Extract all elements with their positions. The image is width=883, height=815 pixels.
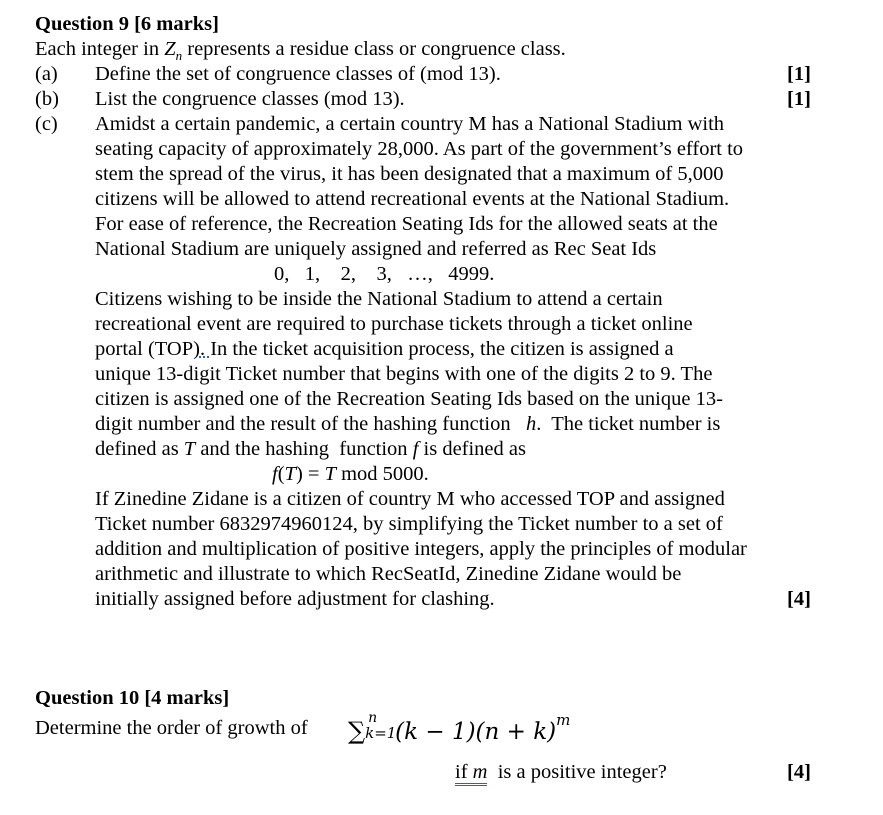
hash-h: h [525, 413, 537, 435]
def-T: T [183, 438, 196, 460]
q9c-line: Ticket number 6832974960124, by simplifying the Ticket number to a set of [95, 513, 723, 535]
cond-m: m [473, 761, 488, 786]
q9c-label: (c) [35, 113, 58, 135]
q9a-label: (a) [35, 63, 58, 85]
sum-lower: k=1 [365, 724, 397, 742]
q10-condition [455, 760, 667, 785]
q9-intro-pre: Each integer in [35, 38, 165, 60]
q9c-line: Amidst a certain pandemic, a certain country M has a National Stadium with [95, 113, 725, 135]
def-pre: defined as [95, 438, 184, 460]
def-f: f [412, 438, 419, 460]
def-post: is defined as [418, 438, 526, 460]
q10-sum-expression [348, 710, 570, 748]
q9a-text: Define the set of congruence classes of (mod 13). [95, 63, 501, 85]
sigma-symbol: ∑ [348, 717, 366, 745]
q9c-line: addition and multiplication of positive integers, apply the principles of modular [95, 538, 747, 560]
q9c-line: If Zinedine Zidane is a citizen of country M who accessed TOP and assigned [95, 488, 725, 510]
cond-post: is a positive integer? [497, 761, 667, 783]
q9c-portal-line [95, 337, 674, 362]
q9c-hash-line [95, 412, 720, 437]
q9c-line: For ease of reference, the Recreation Seating Ids for the allowed seats at the [95, 213, 718, 235]
q9c-line: initially assigned before adjustment for clashing. [95, 588, 495, 610]
q9c-line: arithmetic and illustrate to which RecSeatId, Zinedine Zidane would be [95, 563, 682, 585]
sum-exp: m [556, 711, 571, 729]
portal-pre: portal (TOP) [95, 338, 200, 360]
q9c-line: citizen is assigned one of the Recreation Seating Ids based on the unique 13- [95, 388, 723, 410]
q9-intro-z: Z [164, 38, 176, 60]
q9c-mark: [4] [787, 588, 811, 610]
sum-upper: n [368, 710, 378, 726]
hash-formula: f(T) = T mod 5000. [272, 463, 429, 485]
formula-mod: mod 5000. [335, 463, 429, 485]
q9-intro-sub: n [175, 48, 183, 64]
q9c-line: citizens will be allowed to attend recreational events at the National Stadium. [95, 188, 730, 210]
q9b-mark: [1] [787, 88, 811, 110]
q9c-line: seating capacity of approximately 28,000. As part of the government’s effort to [95, 138, 744, 160]
q9-title: Question 9 [6 marks] [35, 13, 219, 35]
q9c-line: unique 13-digit Ticket number that begins with one of the digits 2 to 9. The [95, 363, 713, 385]
q9-intro-post: represents a residue class or congruence class. [182, 38, 566, 60]
q9b-label: (b) [35, 88, 59, 110]
q10-title: Question 10 [4 marks] [35, 687, 230, 709]
q9c-def-line [95, 437, 526, 462]
def-mid: and the hashing function [195, 438, 413, 460]
q10-text: Determine the order of growth of [35, 717, 308, 739]
formula-f: f [272, 463, 278, 485]
sum-body: (k − 1)(n + k) [395, 719, 557, 745]
q9b-text: List the congruence classes (mod 13). [95, 88, 405, 110]
q9c-line: stem the spread of the virus, it has been designated that a maximum of 5,000 [95, 163, 724, 185]
formula-T1: T [284, 463, 296, 485]
q9a-mark: [1] [787, 63, 811, 85]
formula-eq: ) = [295, 463, 325, 485]
sum-limits [365, 710, 395, 742]
hash-post: . The ticket number is [536, 413, 721, 435]
cond-if: if [455, 761, 468, 786]
q9c-line: recreational event are required to purchase tickets through a ticket online [95, 313, 693, 335]
q9c-line: National Stadium are uniquely assigned and referred as Rec Seat Ids [95, 238, 657, 260]
formula-T2: T [324, 463, 336, 485]
q9c-line: Citizens wishing to be inside the National Stadium to attend a certain [95, 288, 663, 310]
portal-dots: . [199, 338, 211, 360]
q10-mark: [4] [787, 761, 811, 783]
portal-post: In the ticket acquisition process, the citizen is assigned a [210, 338, 674, 360]
hash-pre: digit number and the result of the hashing function [95, 413, 526, 435]
seat-ids-range: 0, 1, 2, 3, …, 4999. [274, 263, 495, 285]
